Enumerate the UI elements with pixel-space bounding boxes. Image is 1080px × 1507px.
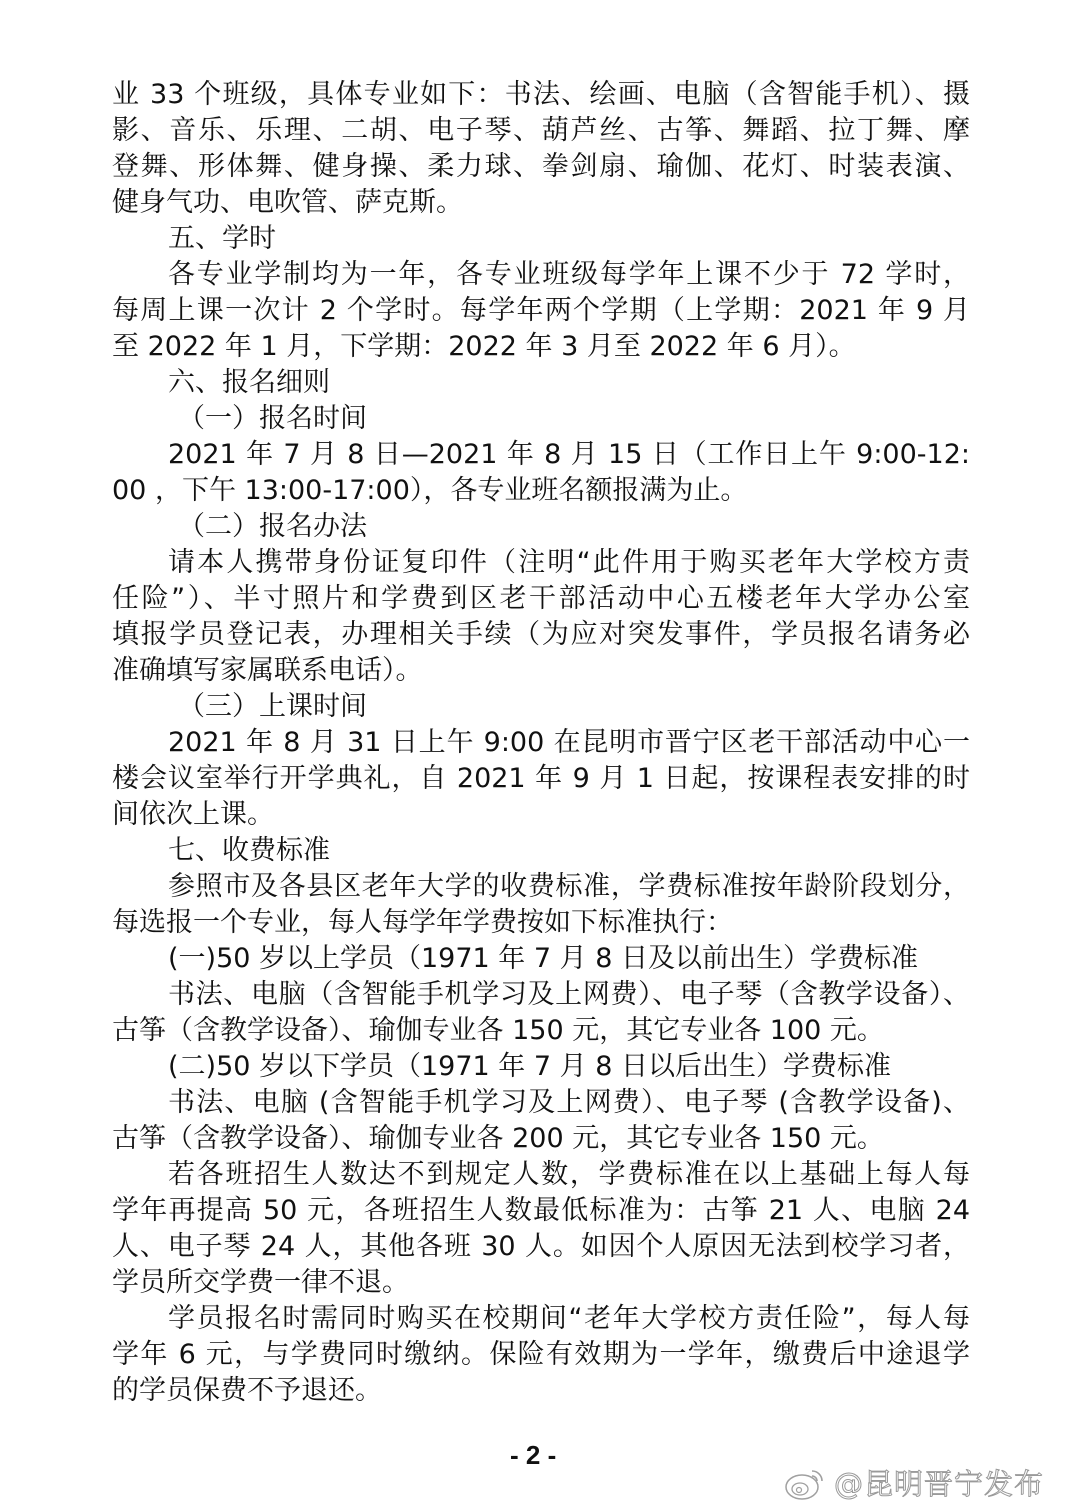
fee-category-heading: (一)50 岁以上学员（1971 年 7 月 8 日及以前出生）学费标准	[168, 943, 918, 974]
section-heading: 五、学时	[168, 223, 276, 254]
text-line: 登舞、形体舞、健身操、柔力球、拳剑扇、瑜伽、花灯、时装表演、	[112, 151, 970, 182]
page-number: - 2 -	[510, 1440, 557, 1470]
text-line: 业 33 个班级，具体专业如下：书法、绘画、电脑（含智能手机）、摄	[112, 79, 970, 110]
text-line: 任险”）、半寸照片和学费到区老干部活动中心五楼老年大学办公室	[112, 583, 970, 614]
section-heading: 六、报名细则	[168, 367, 330, 398]
document-page	[112, 77, 970, 1409]
text-line: 2021 年 7 月 8 日—2021 年 8 月 15 日（工作日上午 9:00-12:	[168, 439, 970, 470]
text-line: 参照市及各县区老年大学的收费标准，学费标准按年龄阶段划分，	[168, 871, 970, 902]
text-line: 古筝（含教学设备）、瑜伽专业各 150 元，其它专业各 100 元。	[112, 1015, 884, 1046]
watermark-text: @昆明晋宁发布	[834, 1467, 1045, 1501]
text-line: 准确填写家属联系电话）。	[112, 655, 423, 686]
text-line: 学员所交学费一律不退。	[112, 1267, 409, 1298]
text-line: 每周上课一次计 2 个学时。每学年两个学期（上学期：2021 年 9 月	[112, 295, 970, 326]
text-line: 每选报一个专业，每人每学年学费按如下标准执行：	[112, 907, 733, 938]
text-line: 楼会议室举行开学典礼，自 2021 年 9 月 1 日起，按课程表安排的时	[112, 763, 970, 794]
weibo-watermark	[784, 1462, 1044, 1503]
text-line: 的学员保费不予退还。	[112, 1375, 382, 1406]
text-line: 至 2022 年 1 月，下学期：2022 年 3 月至 2022 年 6 月）。	[112, 331, 856, 362]
text-line: 2021 年 8 月 31 日上午 9:00 在昆明市晋宁区老干部活动中心一	[168, 727, 970, 758]
text-line: 00 ，下午 13:00-17:00），各专业班名额报满为止。	[112, 475, 748, 506]
text-line: 影、音乐、乐理、二胡、电子琴、葫芦丝、古筝、舞蹈、拉丁舞、摩	[112, 115, 970, 146]
text-line: 健身气功、电吹管、萨克斯。	[112, 187, 463, 218]
section-heading: 七、收费标准	[168, 835, 330, 866]
text-line: 间依次上课。	[112, 799, 274, 830]
text-line: 请本人携带身份证复印件（注明“此件用于购买老年大学校方责	[168, 547, 970, 578]
text-line: 学年 6 元，与学费同时缴纳。保险有效期为一学年，缴费后中途退学	[112, 1339, 970, 1370]
text-line: 各专业学制均为一年，各专业班级每学年上课不少于 72 学时，	[168, 259, 970, 290]
text-line: 古筝（含教学设备）、瑜伽专业各 200 元，其它专业各 150 元。	[112, 1123, 884, 1154]
subsection-heading: （三）上课时间	[178, 691, 367, 722]
text-line: 若各班招生人数达不到规定人数，学费标准在以上基础上每人每	[168, 1159, 970, 1190]
text-line: 填报学员登记表，办理相关手续（为应对突发事件，学员报名请务必	[112, 619, 970, 650]
text-line: 书法、电脑（含智能手机学习及上网费）、电子琴（含教学设备）、	[168, 979, 970, 1010]
text-line: 学年再提高 50 元，各班招生人数最低标准为：古筝 21 人、电脑 24	[112, 1195, 970, 1226]
text-line: 人、电子琴 24 人，其他各班 30 人。如因个人原因无法到校学习者，	[112, 1231, 970, 1262]
subsection-heading: （一）报名时间	[178, 403, 367, 434]
text-line: 学员报名时需同时购买在校期间“老年大学校方责任险”，每人每	[168, 1303, 970, 1334]
fee-category-heading: (二)50 岁以下学员（1971 年 7 月 8 日以后出生）学费标准	[168, 1051, 891, 1082]
subsection-heading: （二）报名办法	[178, 511, 367, 542]
weibo-icon	[784, 1465, 828, 1501]
text-line: 书法、电脑 (含智能手机学习及上网费）、电子琴 (含教学设备)、	[168, 1087, 970, 1118]
